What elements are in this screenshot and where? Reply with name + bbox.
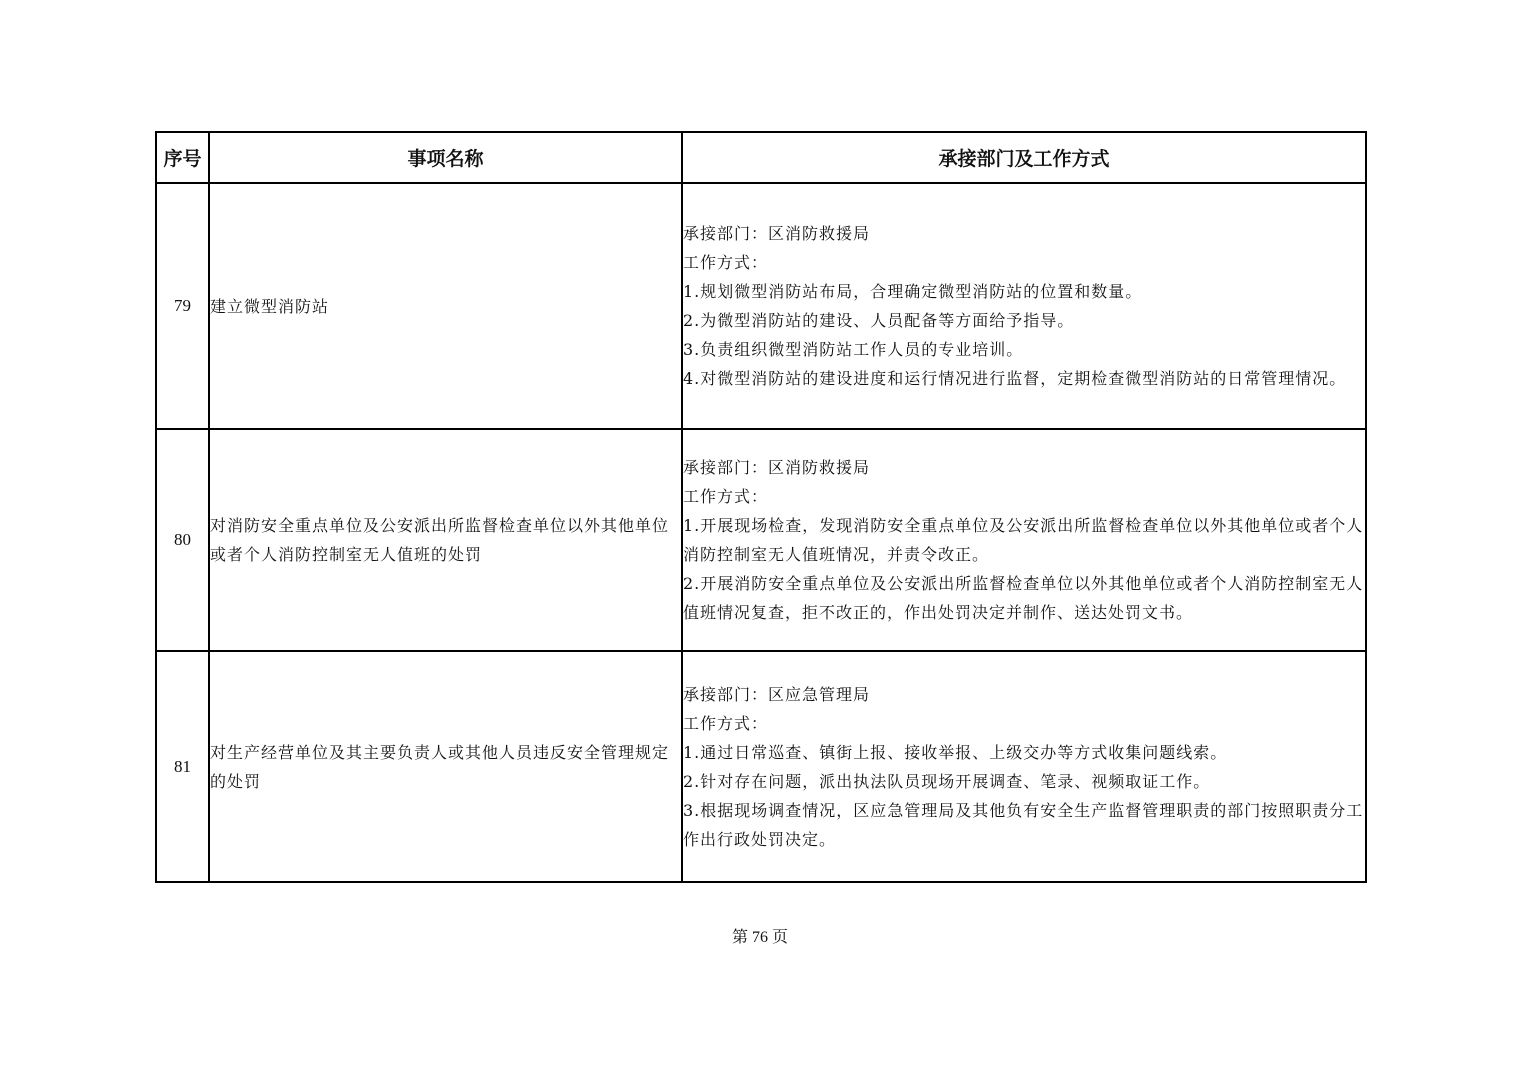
row-item-name: 对生产经营单位及其主要负责人或其他人员违反安全管理规定的处罚: [209, 651, 682, 882]
method-step-line: 2.针对存在问题，派出执法队员现场开展调查、笔录、视频取证工作。: [683, 771, 1211, 791]
method-step-line: 3.根据现场调查情况，区应急管理局及其他负有安全生产监督管理职责的部门按照职责分工作出行政处罚决定。: [683, 800, 1364, 849]
row-serial-number: 80: [156, 429, 209, 651]
table-header-row: [156, 132, 1366, 183]
row-item-name: 对消防安全重点单位及公安派出所监督检查单位以外其他单位或者个人消防控制室无人值班的处罚: [209, 429, 682, 651]
page-number: 第 76 页: [731, 929, 788, 946]
row-department-method: [682, 429, 1366, 651]
row-serial-number: 79: [156, 183, 209, 429]
method-label-line: 工作方式：: [683, 713, 769, 733]
header-department-method: 承接部门及工作方式: [682, 132, 1366, 183]
matters-table: [155, 131, 1367, 883]
method-step-line: 2.为微型消防站的建设、人员配备等方面给予指导。: [683, 311, 1075, 330]
department-line: 承接部门：区消防救援局: [683, 224, 871, 243]
row-item-name: 建立微型消防站: [209, 183, 682, 429]
method-step-line: 3.负责组织微型消防站工作人员的专业培训。: [683, 340, 1024, 359]
header-item-name: 事项名称: [209, 132, 682, 183]
table-row: [156, 651, 1366, 882]
department-line: 承接部门：区消防救援局: [683, 458, 871, 477]
method-step-line: 4.对微型消防站的建设进度和运行情况进行监督，定期检查微型消防站的日常管理情况。: [683, 369, 1347, 388]
table-row: [156, 183, 1366, 429]
method-label-line: 工作方式：: [683, 253, 769, 272]
table-row: [156, 429, 1366, 651]
method-label-line: 工作方式：: [683, 487, 769, 506]
method-step-line: 2.开展消防安全重点单位及公安派出所监督检查单位以外其他单位或者个人消防控制室无人值班情况复查，拒不改正的，作出处罚决定并制作、送达处罚文书。: [683, 574, 1364, 622]
department-line: 承接部门：区应急管理局: [683, 684, 871, 704]
method-step-line: 1.规划微型消防站布局，合理确定微型消防站的位置和数量。: [683, 282, 1143, 301]
row-department-method: [682, 183, 1366, 429]
method-step-line: 1.开展现场检查，发现消防安全重点单位及公安派出所监督检查单位以外其他单位或者个人消防控制室无人值班情况，并责令改正。: [683, 516, 1364, 564]
header-serial-number: 序号: [156, 132, 209, 183]
row-serial-number: 81: [156, 651, 209, 882]
row-department-method: [682, 651, 1366, 882]
method-step-line: 1.通过日常巡查、镇街上报、接收举报、上级交办等方式收集问题线索。: [683, 742, 1228, 762]
